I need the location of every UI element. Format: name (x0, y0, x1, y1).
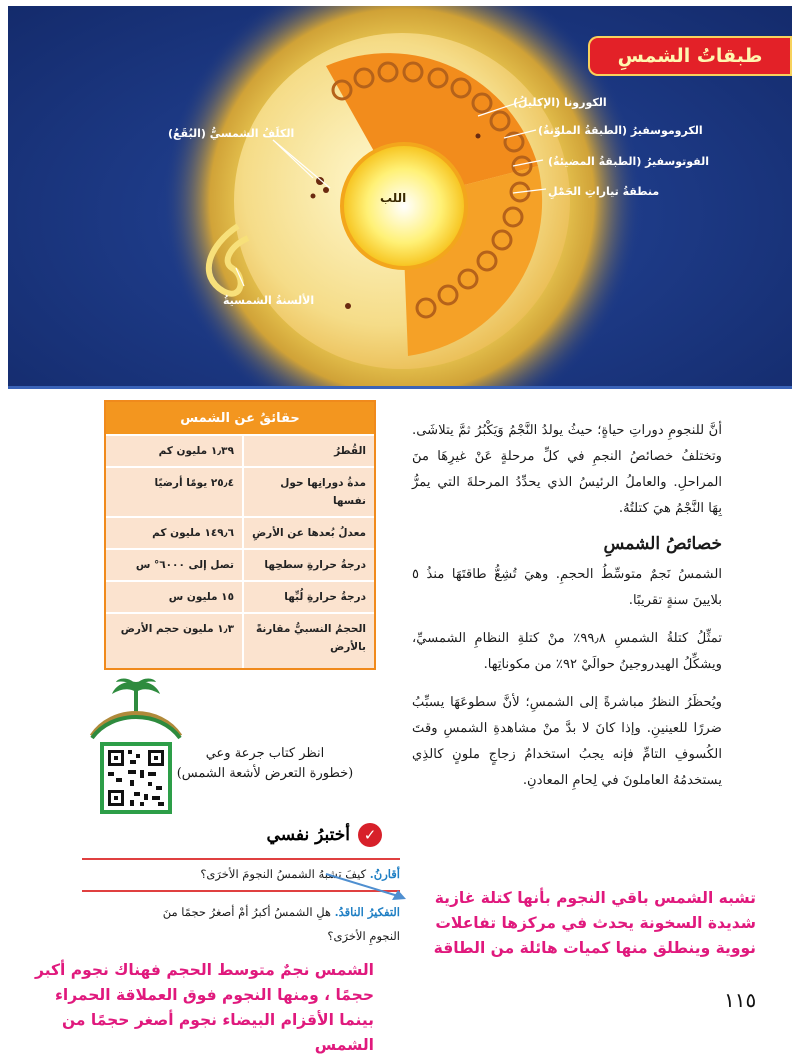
question-text: كيفَ تشبهُ الشمسُ النجومَ الأخرَى؟ (200, 867, 367, 881)
test-yourself-title: أختبرُ نفسي (266, 825, 350, 845)
table-row (106, 612, 374, 668)
section-title-banner: طبقاتُ الشمسِ (588, 36, 792, 76)
page-number: ١١٥ (724, 988, 757, 1012)
fact-value: تصل إلى ٦٠٠٠° س (135, 559, 234, 571)
question-text: هلِ الشمسُ أكبرُ أمْ أصغرُ حجمًا منَ النجومِ الأخرَى؟ (162, 905, 400, 943)
section-heading: خصائصُ الشمسِ (603, 534, 722, 554)
book-reference: انظر كتاب جرعة وعي (205, 746, 325, 761)
label-chromosphere: الكروموسفيرُ (الطبقةُ الملوّنةُ) (538, 124, 703, 137)
fact-value: ٢٥٫٤ يومًا أرضيًا (154, 477, 234, 489)
label-convection-zone: منطقةُ تياراتِ الحَمْلِ (548, 185, 660, 198)
divider (82, 858, 400, 860)
sun-facts-table (104, 400, 376, 670)
fact-key: الحجمُ النسبيُّ مقارنةً بالأرض (242, 614, 374, 668)
fact-key: معدلُ بُعدها عن الأرضِ (242, 518, 374, 548)
label-prominences: الألسنةُ الشمسيةُ (223, 294, 315, 307)
paragraph-safety: ويُحظَرُ النظرُ مباشرةً إلى الشمسِ؛ لأنَّ سطوعَهَا يسبِّبُ ضررًا للعينينِ. وإذا كانَ لا بدَّ منْ مشاهدةِ الشمسِ وقتَ الكُسوفِ التامِّ فإنه يجبُ استخدامُ زجاجٍ ملونٍ كالذِي يستخدمُهُ العاملونَ في لِحامِ المعادنِ. (412, 695, 722, 788)
paragraph-size: الشمسُ نَجمٌ متوسِّطُ الحجمِ. وهيَ تُشِعُّ طاقتَهَا منذُ ٥ بلايينَ سنةٍ تقريبًا. (412, 567, 722, 608)
question-key: التفكيرُ الناقدُ. (334, 905, 400, 919)
checkmark-icon: ✓ (358, 823, 382, 847)
arrow-icon (320, 868, 410, 908)
paragraph-mass: تمثِّلُ كتلةُ الشمسِ ٩٩٫٨٪ منْ كتلةِ النظامِ الشمسيِّ، ويشكِّلُ الهيدروجينُ حوالَيْ ٩٢٪ من مكوناتِها. (412, 631, 722, 672)
label-corona: الكورونا (الإكليلُ) (513, 96, 607, 109)
table-row (106, 434, 374, 466)
fact-key: القُطرُ (242, 436, 374, 466)
answer-annotation-1: تشبه الشمس باقي النجوم بأنها كتلة غازية شديدة السخونة يحدث في مركزها تفاعلات نووية وينطلق منها كميات هائلة من الطاقة (433, 889, 756, 957)
answer-annotation-2: الشمس نجمٌ متوسط الحجم فهناك نجوم أكبر حجمًا ، ومنها النجوم فوق العملاقة الحمراء بينما الأقزام البيضاء نجوم أصغر حجمًا من الشمس (35, 961, 374, 1054)
fact-key: مدةُ دورانِها حول نفسها (242, 468, 374, 516)
palm-swords-icon (82, 676, 190, 746)
test-yourself-header (232, 820, 382, 850)
ministry-logo (82, 676, 190, 746)
fact-value: ١٥ مليون س (168, 591, 234, 603)
fact-key: درجةُ حرارةِ لُبِّها (242, 582, 374, 612)
sun-core (342, 144, 466, 268)
label-photosphere: الفوتوسفيرُ (الطبقةُ المضيئةُ) (548, 155, 709, 168)
fact-value: ١٤٩٫٦ مليون كم (152, 527, 234, 539)
table-row (106, 516, 374, 548)
fact-value: ١٫٣ مليون حجم الأرض (120, 623, 234, 635)
book-topic: (خطورة التعرض لأشعة الشمس) (176, 766, 354, 781)
label-sunspots: الكلَفُ الشمسيُّ (البُقَعُ) (168, 127, 295, 140)
intro-paragraph: أنَّ للنجومِ دوراتِ حياةٍ؛ حيثُ يولدُ النَّجْمُ وَيَكْبُرُ ثمَّ يتلاشَى. وتختلفُ خصائصُ النجمِ في كلِّ مرحلةٍ عَنْ غيرِهَا منَ المراحلِ. والعاملُ الرئيسُ الذي يحدِّدُ المرحلةَ التي يمرُّ بِهَا النَّجْمُ هيَ كتلتُهُ. (412, 423, 722, 516)
awareness-book-note (150, 744, 380, 784)
fact-key: درجةُ حرارةِ سطحِها (242, 550, 374, 580)
table-row (106, 580, 374, 612)
table-row (106, 466, 374, 516)
fact-value: ١٫٣٩ مليون كم (158, 445, 234, 457)
label-core: اللب (380, 191, 407, 205)
question-key: أقارنُ. (369, 867, 400, 881)
facts-table-title: حقائقُ عن الشمس (106, 402, 374, 434)
table-row (106, 548, 374, 580)
main-text-column (412, 418, 722, 806)
